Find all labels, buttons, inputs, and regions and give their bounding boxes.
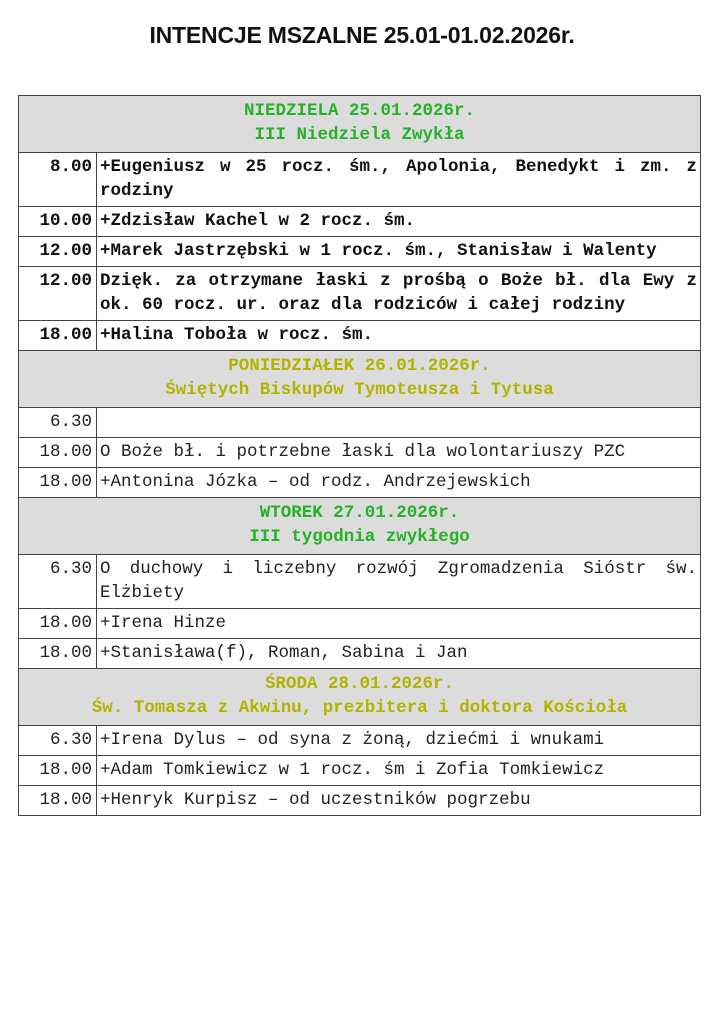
day-header-cell xyxy=(19,669,701,726)
mass-intention: +Halina Toboła w rocz. śm. xyxy=(97,321,701,351)
mass-intention: +Antonina Józka – od rodz. Andrzejewskich xyxy=(97,468,701,498)
day-feast: Świętych Biskupów Tymoteusza i Tytusa xyxy=(165,380,554,400)
mass-intention: Dzięk. za otrzymane łaski z prośbą o Boże bł. dla Ewy z ok. 60 rocz. ur. oraz dla rodziców i całej rodziny xyxy=(97,267,701,321)
day-feast: III Niedziela Zwykła xyxy=(254,125,465,145)
mass-time: 18.00 xyxy=(19,756,97,786)
mass-time: 8.00 xyxy=(19,153,97,207)
mass-intention: +Zdzisław Kachel w 2 rocz. śm. xyxy=(97,207,701,237)
day-header xyxy=(19,669,701,726)
day-header xyxy=(19,351,701,408)
mass-intention: +Eugeniusz w 25 rocz. śm., Apolonia, Benedykt i zm. z rodziny xyxy=(97,153,701,207)
day-date: ŚRODA 28.01.2026r. xyxy=(264,674,455,694)
mass-row xyxy=(19,267,701,321)
mass-time: 12.00 xyxy=(19,237,97,267)
day-date: PONIEDZIAŁEK 26.01.2026r. xyxy=(228,356,491,376)
mass-intention: +Marek Jastrzębski w 1 rocz. śm., Stanisław i Walenty xyxy=(97,237,701,267)
day-header xyxy=(19,498,701,555)
mass-time: 18.00 xyxy=(19,609,97,639)
mass-intention: +Irena Hinze xyxy=(97,609,701,639)
mass-row xyxy=(19,555,701,609)
day-date: NIEDZIELA 25.01.2026r. xyxy=(243,101,476,121)
mass-intention xyxy=(97,408,701,438)
mass-row xyxy=(19,786,701,816)
mass-row xyxy=(19,321,701,351)
mass-row xyxy=(19,756,701,786)
mass-time: 18.00 xyxy=(19,321,97,351)
mass-time: 6.30 xyxy=(19,408,97,438)
page-title: INTENCJE MSZALNE 25.01-01.02.2026r. xyxy=(149,22,575,48)
mass-row xyxy=(19,408,701,438)
mass-row xyxy=(19,153,701,207)
mass-time: 6.30 xyxy=(19,555,97,609)
mass-row xyxy=(19,237,701,267)
day-header xyxy=(19,96,701,153)
day-feast: III tygodnia zwykłego xyxy=(249,527,470,547)
mass-row xyxy=(19,438,701,468)
mass-time: 18.00 xyxy=(19,786,97,816)
mass-intention: O Boże bł. i potrzebne łaski dla wolontariuszy PZC xyxy=(97,438,701,468)
mass-time: 18.00 xyxy=(19,639,97,669)
mass-intention: O duchowy i liczebny rozwój Zgromadzenia Sióstr św. Elżbiety xyxy=(97,555,701,609)
mass-intention: +Henryk Kurpisz – od uczestników pogrzebu xyxy=(97,786,701,816)
mass-time: 18.00 xyxy=(19,438,97,468)
mass-time: 10.00 xyxy=(19,207,97,237)
mass-row xyxy=(19,207,701,237)
mass-time: 6.30 xyxy=(19,726,97,756)
mass-intention: +Adam Tomkiewicz w 1 rocz. śm i Zofia Tomkiewicz xyxy=(97,756,701,786)
mass-time: 12.00 xyxy=(19,267,97,321)
mass-intention: +Irena Dylus – od syna z żoną, dziećmi i wnukami xyxy=(97,726,701,756)
mass-intentions-table xyxy=(18,95,701,816)
mass-row xyxy=(19,609,701,639)
day-feast: Św. Tomasza z Akwinu, prezbitera i doktora Kościoła xyxy=(91,698,628,718)
day-header-cell xyxy=(19,498,701,555)
day-date: WTOREK 27.01.2026r. xyxy=(259,503,460,523)
mass-row xyxy=(19,468,701,498)
day-header-cell xyxy=(19,96,701,153)
mass-time: 18.00 xyxy=(19,468,97,498)
mass-row xyxy=(19,639,701,669)
mass-intention: +Stanisława(f), Roman, Sabina i Jan xyxy=(97,639,701,669)
day-header-cell xyxy=(19,351,701,408)
mass-row xyxy=(19,726,701,756)
